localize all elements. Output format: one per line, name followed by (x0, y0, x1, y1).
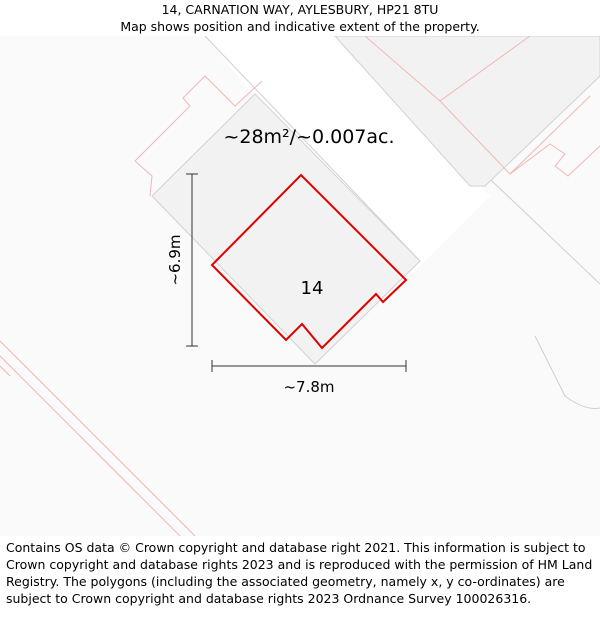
height-label: ~6.9m (166, 234, 184, 286)
plot-number-label: 14 (300, 278, 324, 299)
area-label: ~28m²/~0.007ac. (223, 126, 395, 148)
property-map[interactable] (0, 36, 600, 536)
map-canvas (0, 36, 600, 536)
map-header (0, 0, 600, 36)
map-subtitle: Map shows position and indicative extent of the property. (120, 19, 480, 34)
copyright-attribution: Contains OS data © Crown copyright and database right 2021. This information is subject to Crown copyright and database rights 2023 and is reproduced with the permission of HM Land Registry. The polygons (including the associated geometry, namely x, y co-ordinates) are subject to Crown copyright and database rights 2023 Ordnance Survey 100026316. (6, 540, 593, 606)
width-label: ~7.8m (283, 378, 335, 396)
property-address-title: 14, CARNATION WAY, AYLESBURY, HP21 8TU (161, 2, 439, 17)
